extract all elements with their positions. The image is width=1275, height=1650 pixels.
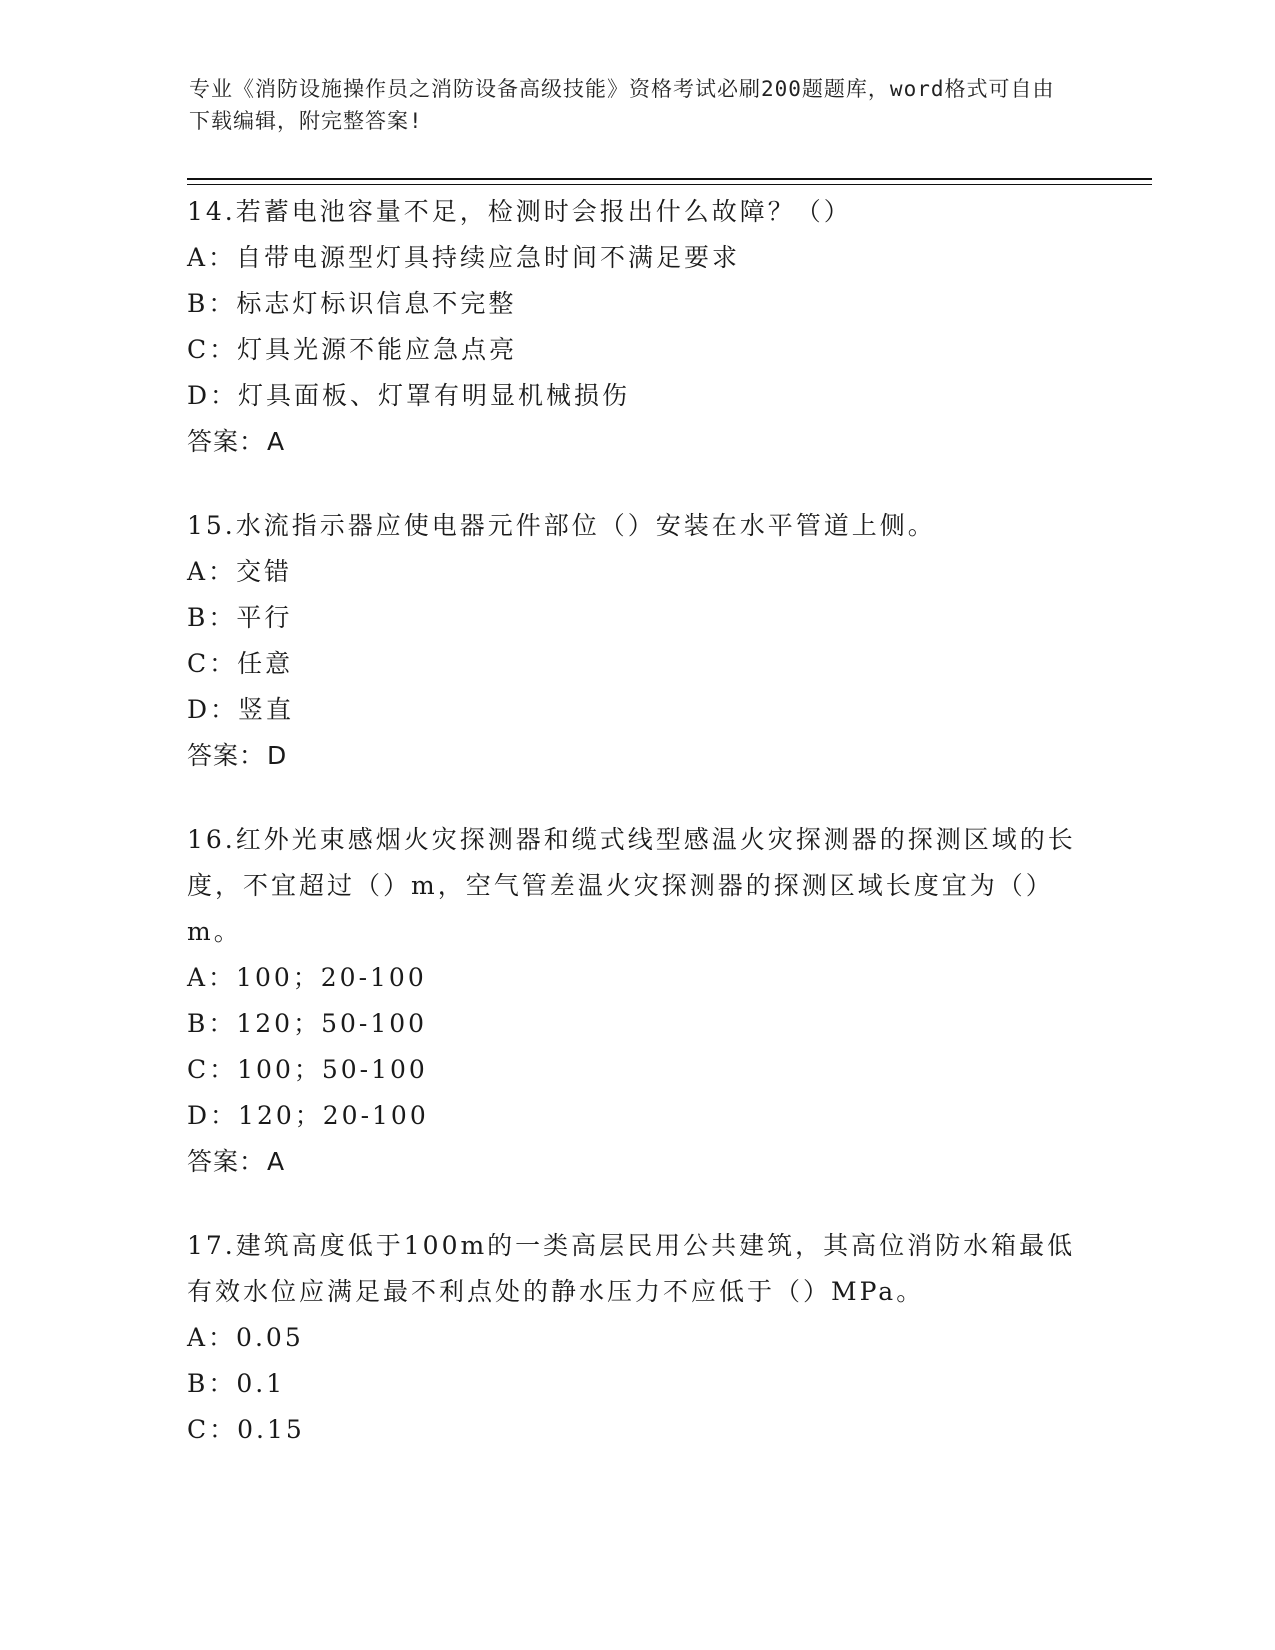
option-a: A：100；20-100 [187, 963, 427, 992]
option-a: A：0.05 [187, 1323, 304, 1352]
answer-value: A [267, 1147, 286, 1176]
answer-label: 答案： [187, 1147, 266, 1176]
question-stem: 14.若蓄电池容量不足，检测时会报出什么故障？（） [187, 197, 852, 226]
question-stem: 16.红外光束感烟火灾探测器和缆式线型感温火灾探测器的探测区域的长度，不宜超过（）m，空气管差温火灾探测器的探测区域长度宜为（）m。 [187, 825, 1076, 946]
option-b: B：120；50-100 [187, 1009, 428, 1038]
answer [187, 1139, 1087, 1185]
option-d: D：灯具面板、灯罩有明显机械损伤 [187, 381, 631, 410]
option-b: B：标志灯标识信息不完整 [187, 289, 517, 318]
question-16 [187, 817, 1087, 1185]
option-a: A：自带电源型灯具持续应急时间不满足要求 [187, 243, 741, 272]
option-a: A：交错 [187, 557, 293, 586]
question-17 [187, 1223, 1087, 1453]
answer-value: D [267, 741, 288, 770]
answer [187, 419, 1087, 465]
question-stem: 15.水流指示器应使电器元件部位（）安装在水平管道上侧。 [187, 511, 936, 540]
header-divider-thick [187, 178, 1152, 180]
question-stem: 17.建筑高度低于100m的一类高层民用公共建筑，其高位消防水箱最低有效水位应满足最不利点处的静水压力不应低于（）MPa。 [187, 1231, 1076, 1306]
answer-label: 答案： [187, 741, 266, 770]
question-14 [187, 189, 1087, 465]
header-divider-thin [187, 184, 1152, 185]
option-c: C：100；50-100 [187, 1055, 428, 1084]
question-list [187, 189, 1087, 1491]
answer-value: A [267, 427, 286, 456]
option-b: B：平行 [187, 603, 293, 632]
option-d: D：竖直 [187, 695, 295, 724]
answer [187, 733, 1087, 779]
option-c: C：灯具光源不能应急点亮 [187, 335, 518, 364]
question-15 [187, 503, 1087, 779]
option-c: C：0.15 [187, 1415, 305, 1444]
option-c: C：任意 [187, 649, 294, 678]
option-d: D：120；20-100 [187, 1101, 429, 1130]
option-b: B：0.1 [187, 1369, 286, 1398]
document-header: 专业《消防设施操作员之消防设备高级技能》资格考试必刷200题题库，word格式可自由下载编辑，附完整答案! [189, 77, 1055, 133]
answer-label: 答案： [187, 427, 266, 456]
